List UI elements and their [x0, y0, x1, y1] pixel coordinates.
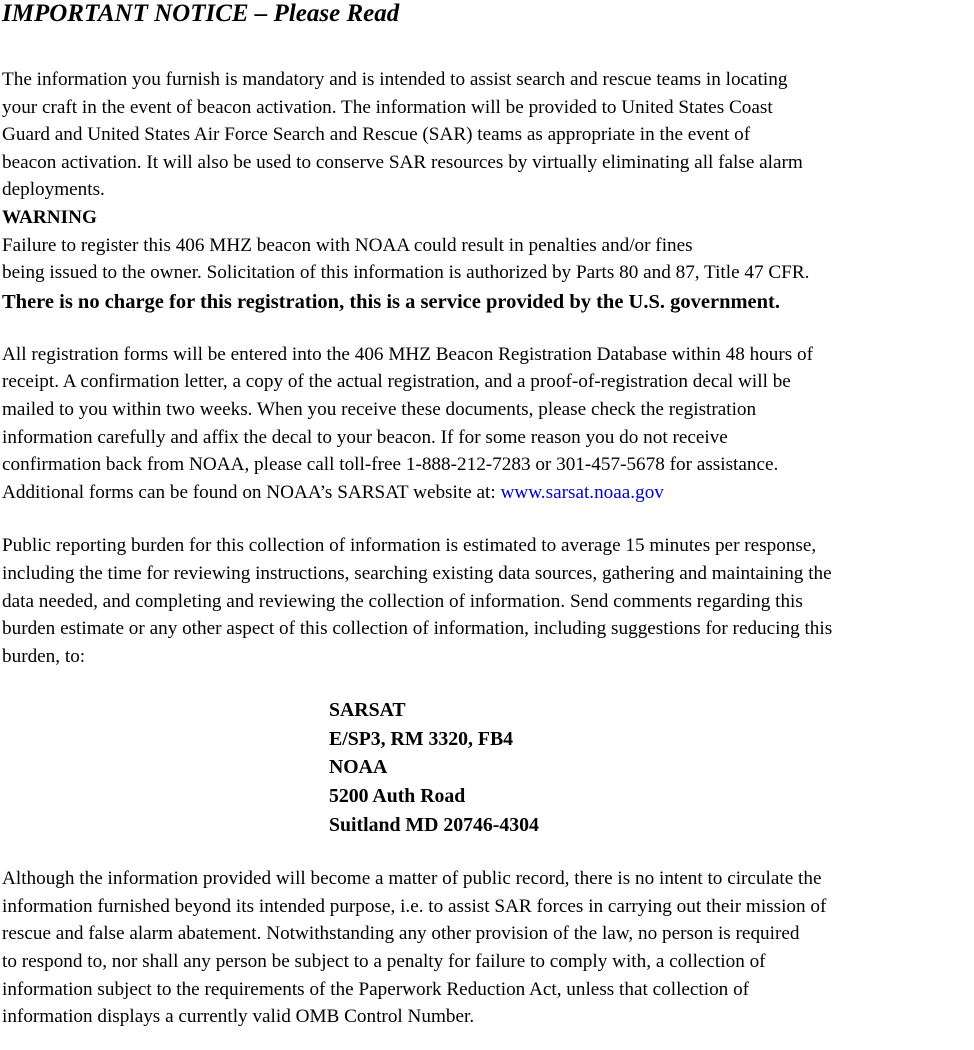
warning-paragraph	[2, 232, 972, 287]
spacer	[2, 317, 972, 341]
closing-line: to respond to, nor shall any person be subject to a penalty for failure to comply with, a collection of	[2, 951, 766, 973]
closing-line: rescue and false alarm abatement. Notwithstanding any other provision of the law, no person is required	[2, 923, 800, 945]
registration-line: mailed to you within two weeks. When you receive these documents, please check the registration	[2, 398, 757, 420]
closing-line: information subject to the requirements of the Paperwork Reduction Act, unless that collection of	[2, 978, 750, 1000]
spacer	[2, 506, 972, 532]
burden-line: burden estimate or any other aspect of this collection of information, including suggestions for reducing this	[2, 618, 833, 640]
address-line: E/SP3, RM 3320, FB4	[329, 727, 514, 750]
address-line: NOAA	[329, 756, 388, 779]
page-title: IMPORTANT NOTICE – Please Read	[2, 0, 400, 27]
registration-line: All registration forms will be entered into the 406 MHZ Beacon Registration Database within 48 hours of	[2, 343, 814, 365]
no-charge-statement: There is no charge for this registration, this is a service provided by the U.S. government.	[2, 290, 781, 313]
notice-page	[2, 0, 972, 1031]
burden-line: burden, to:	[2, 645, 86, 667]
address-line: Suitland MD 20746-4304	[329, 813, 539, 836]
address-line: 5200 Auth Road	[329, 785, 466, 808]
closing-paragraph	[2, 865, 972, 1031]
warning-line: being issued to the owner. Solicitation of this information is authorized by Parts 80 and 87, Title 47 CFR.	[2, 262, 810, 284]
intro-line: Guard and United States Air Force Search and Rescue (SAR) teams as appropriate in the event of	[2, 124, 751, 146]
registration-line: receipt. A confirmation letter, a copy of the actual registration, and a proof-of-registration decal will be	[2, 371, 791, 393]
burden-line: including the time for reviewing instructions, searching existing data sources, gathering and maintaining the	[2, 562, 832, 584]
sarsat-website-link[interactable]: www.sarsat.noaa.gov	[500, 481, 664, 503]
additional-forms-line	[2, 479, 972, 507]
intro-paragraph	[2, 66, 972, 204]
closing-line: Although the information provided will become a matter of public record, there is no intent to circulate the	[2, 868, 822, 890]
additional-forms-text: Additional forms can be found on NOAA’s SARSAT website at:	[2, 481, 501, 503]
intro-line: The information you furnish is mandatory and is intended to assist search and rescue teams in locating	[2, 69, 788, 90]
spacer	[2, 670, 972, 696]
warning-line: Failure to register this 406 MHZ beacon with NOAA could result in penalties and/or fines	[2, 234, 693, 256]
address-line: SARSAT	[329, 699, 406, 722]
registration-line: information carefully and affix the decal to your beacon. If for some reason you do not receive	[2, 426, 728, 448]
warning-heading: WARNING	[2, 206, 97, 228]
closing-line: information furnished beyond its intended purpose, i.e. to assist SAR forces in carrying out their mission of	[2, 895, 827, 917]
burden-line: Public reporting burden for this collection of information is estimated to average 15 minutes per response,	[2, 535, 817, 557]
spacer	[2, 839, 972, 865]
intro-line: beacon activation. It will also be used to conserve SAR resources by virtually eliminating all false alarm	[2, 151, 803, 173]
intro-line: your craft in the event of beacon activation. The information will be provided to United States Coast	[2, 96, 773, 118]
registration-paragraph	[2, 341, 972, 507]
burden-line: data needed, and completing and reviewing the collection of information. Send comments regarding this	[2, 590, 803, 612]
mailing-address	[2, 696, 972, 839]
intro-line: deployments.	[2, 179, 105, 201]
registration-line: confirmation back from NOAA, please call toll-free 1-888-212-7283 or 301-457-5678 for assistance.	[2, 454, 779, 476]
burden-paragraph	[2, 532, 972, 670]
closing-line: information displays a currently valid OMB Control Number.	[2, 1006, 475, 1028]
